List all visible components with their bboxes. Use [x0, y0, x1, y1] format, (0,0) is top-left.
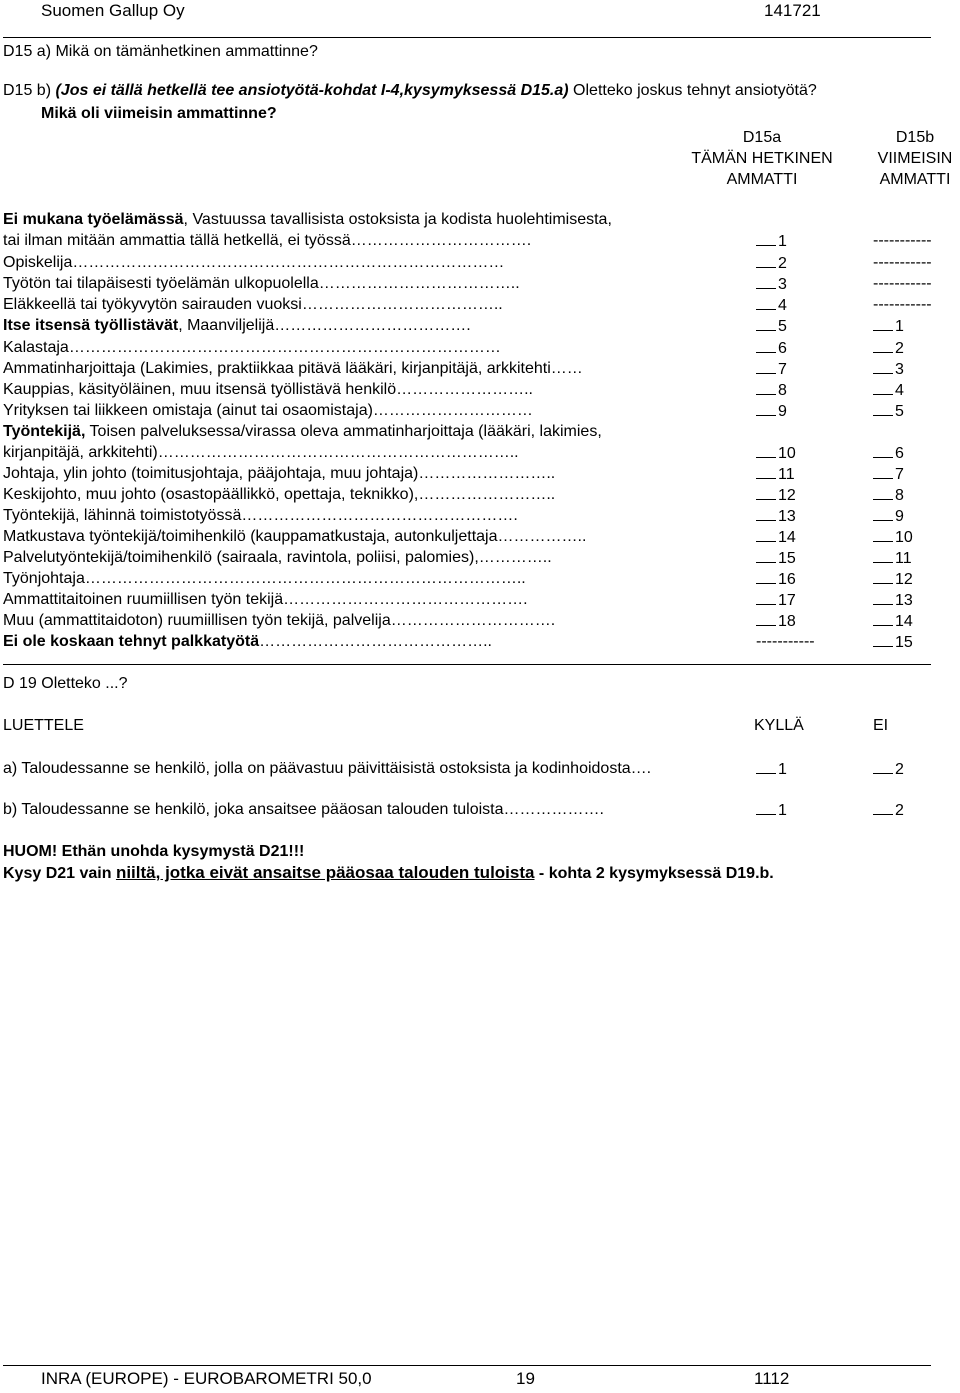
answer-blank — [873, 338, 893, 353]
answer-code-value: 1 — [778, 233, 787, 250]
answer-code-a — [756, 359, 787, 380]
occupation-row — [3, 485, 555, 505]
answer-code-a — [756, 506, 796, 527]
occupation-row — [3, 401, 533, 421]
footer-page-number: 19 — [516, 1369, 535, 1388]
occupation-row — [3, 316, 471, 336]
occupation-row-label: Kauppias, käsityöläinen, muu itsensä työllistävä henkilö…………………….. — [3, 381, 533, 398]
occupation-row-label: Matkustava työntekijä/toimihenkilö (kauppamatkustaja, autonkuljettaja…………….. — [3, 528, 587, 545]
occupation-row — [3, 443, 519, 463]
answer-blank — [756, 506, 776, 521]
instruction-luettele: LUETTELE — [3, 717, 84, 734]
d19-item-b-no: 2 — [873, 800, 904, 821]
answer-blank — [756, 590, 776, 605]
answer-code-b — [873, 590, 913, 611]
d19-item-a-no: 2 — [873, 759, 904, 780]
answer-blank — [756, 485, 776, 500]
occupation-row — [3, 527, 586, 547]
answer-code-a — [756, 611, 796, 632]
answer-code-b — [873, 316, 904, 337]
answer-code-value: ----------- — [873, 232, 932, 249]
occupation-row — [3, 210, 612, 230]
occupation-row-heading: Ei mukana työelämässä — [3, 211, 184, 228]
answer-blank — [873, 443, 893, 458]
answer-code-b — [873, 464, 904, 485]
company-name: Suomen Gallup Oy — [41, 1, 185, 20]
answer-code-b — [873, 338, 904, 359]
answer-blank — [756, 401, 776, 416]
answer-blank — [873, 590, 893, 605]
answer-code-a — [756, 527, 796, 548]
answer-code-value: 17 — [778, 592, 796, 609]
answer-code-value: ----------- — [756, 633, 815, 650]
answer-code-b — [873, 274, 932, 294]
occupation-row-heading: Itse itsensä työllistävät — [3, 317, 179, 334]
occupation-row — [3, 590, 528, 610]
answer-code-value: 10 — [895, 529, 913, 546]
answer-code-b — [873, 485, 904, 506]
occupation-row — [3, 632, 492, 652]
column-kylla: KYLLÄ — [754, 717, 804, 734]
occupation-row — [3, 231, 531, 251]
question-d15a: D15 a) Mikä on tämänhetkinen ammattinne? — [3, 43, 318, 60]
occupation-row-label: Toisen palveluksessa/virassa oleva ammatinharjoittaja (lääkäri, lakimies, — [85, 423, 602, 440]
occupation-row — [3, 274, 520, 294]
answer-code-value: 3 — [895, 361, 904, 378]
occupation-row-label: Työnjohtaja……………………………………………………………………….. — [3, 570, 526, 587]
answer-code-a — [756, 548, 796, 569]
answer-blank — [756, 611, 776, 626]
answer-blank — [756, 295, 776, 310]
answer-blank — [873, 401, 893, 416]
occupation-row-label: Muu (ammattitaidoton) ruumiillisen työn tekijä, palvelija…………………………. — [3, 612, 556, 629]
answer-code-a — [756, 274, 787, 295]
occupation-row-label: Ammattitaitoinen ruumiillisen työn tekijä………………………………………. — [3, 591, 528, 608]
answer-blank — [873, 506, 893, 521]
answer-blank — [756, 231, 776, 246]
answer-code-value: 8 — [778, 382, 787, 399]
answer-blank — [756, 316, 776, 331]
column-a-label2: AMMATTI — [726, 171, 798, 188]
occupation-row-label: Työntekijä, lähinnä toimistotyössä……………………………………………. — [3, 507, 518, 524]
answer-code-b — [873, 443, 904, 464]
d19-item-b: b) Taloudessanne se henkilö, joka ansaitsee pääosan talouden tuloista………………. — [3, 801, 604, 818]
answer-code-value: 15 — [895, 634, 913, 651]
answer-blank — [756, 569, 776, 584]
answer-code-b — [873, 527, 913, 548]
column-b-label2: AMMATTI — [879, 171, 951, 188]
answer-blank — [873, 464, 893, 479]
answer-code-a — [756, 590, 796, 611]
occupation-row-label: Kalastaja……………………………………………………………………… — [3, 339, 501, 356]
answer-code-a — [756, 443, 796, 464]
answer-code-value: ----------- — [873, 296, 932, 313]
answer-code-value: 9 — [778, 403, 787, 420]
column-header-d15b — [870, 127, 960, 190]
answer-code-value: 4 — [895, 382, 904, 399]
answer-code-value: 3 — [778, 276, 787, 293]
note-reminder: HUOM! Ethän unohda kysymystä D21!!! — [3, 843, 305, 860]
answer-code-a — [756, 569, 796, 590]
answer-blank — [756, 253, 776, 268]
d19-item-a-yes: 1 — [756, 759, 787, 780]
answer-blank — [756, 274, 776, 289]
answer-code-a — [756, 380, 787, 401]
occupation-row — [3, 338, 501, 358]
occupation-row — [3, 295, 503, 315]
answer-code-value: 15 — [778, 550, 796, 567]
occupation-row-label: Johtaja, ylin johto (toimitusjohtaja, pääjohtaja, muu johtaja)…………………….. — [3, 465, 556, 482]
occupation-row-heading: Työntekijä, — [3, 423, 86, 440]
answer-code-b — [873, 295, 932, 315]
answer-code-b — [873, 548, 912, 569]
column-a-code: D15a — [742, 129, 782, 146]
occupation-row — [3, 464, 555, 484]
answer-blank — [873, 485, 893, 500]
answer-blank — [873, 569, 893, 584]
answer-blank — [873, 548, 893, 563]
occupation-row-heading: Ei ole koskaan tehnyt palkkatyötä — [3, 633, 260, 650]
answer-blank — [756, 464, 776, 479]
answer-code-b — [873, 380, 904, 401]
answer-code-b — [873, 632, 913, 653]
occupation-row-label: Ammatinharjoittaja (Lakimies, praktiikkaa pitävä lääkäri, kirjanpitäjä, arkkitehti…… — [3, 360, 583, 377]
answer-code-value: 7 — [778, 361, 787, 378]
note-underlined: niiltä, jotka eivät ansaitse pääosaa talouden tuloista — [115, 863, 535, 882]
answer-blank — [756, 338, 776, 353]
footer-divider — [3, 1365, 931, 1366]
answer-code-value: 18 — [778, 613, 796, 630]
occupation-row-label: kirjanpitäjä, arkkitehti)………………………………………………………….. — [3, 444, 519, 461]
answer-code-value: 12 — [778, 487, 796, 504]
column-a-label: TÄMÄN HETKINEN — [691, 150, 833, 167]
answer-code-value: 16 — [778, 571, 796, 588]
column-b-code: D15b — [895, 129, 935, 146]
answer-code-b — [873, 359, 904, 380]
occupation-row — [3, 548, 552, 568]
answer-blank — [873, 380, 893, 395]
answer-blank — [756, 527, 776, 542]
answer-code-value: 2 — [895, 340, 904, 357]
answer-code-value: 7 — [895, 466, 904, 483]
answer-code-value: 13 — [778, 508, 796, 525]
question-d15b-prefix: D15 b) — [3, 82, 56, 99]
answer-code-b — [873, 611, 913, 632]
question-d15b-instruction: (Jos ei tällä hetkellä tee ansiotyötä-kohdat I-4,kysymyksessä D15.a) — [55, 82, 569, 99]
answer-code-a — [756, 231, 787, 252]
occupation-row-label: tai ilman mitään ammattia tällä hetkellä, ei työssä……………………………. — [3, 232, 532, 249]
answer-code-value: 5 — [778, 318, 787, 335]
occupation-row — [3, 611, 555, 631]
answer-code-value: ----------- — [873, 254, 932, 271]
occupation-row-label: Työtön tai tilapäisesti työelämän ulkopuolella……………………………….. — [3, 275, 520, 292]
question-d19: D 19 Oletteko ...? — [3, 675, 128, 692]
answer-code-value: 13 — [895, 592, 913, 609]
answer-blank — [873, 359, 893, 374]
answer-code-b — [873, 253, 932, 273]
answer-code-value: ----------- — [873, 275, 932, 292]
answer-code-value: 6 — [895, 445, 904, 462]
occupation-row — [3, 359, 583, 379]
column-header-d15a — [662, 127, 862, 190]
answer-code-a — [756, 632, 815, 652]
occupation-row-label: …………………………………….. — [259, 633, 492, 650]
answer-blank — [756, 380, 776, 395]
note-instruction: Kysy D21 vain niiltä, jotka eivät ansaitse pääosaa talouden tuloista - kohta 2 kysymyksessä D19.b. — [3, 863, 774, 882]
d19-item-a: a) Taloudessanne se henkilö, jolla on päävastuu päivittäisistä ostoksista ja kodinhoidosta…. — [3, 760, 652, 777]
answer-blank — [873, 632, 893, 647]
answer-code-value: 11 — [778, 466, 795, 483]
answer-blank — [756, 443, 776, 458]
occupation-row-label: Palvelutyöntekijä/toimihenkilö (sairaala, ravintola, poliisi, palomies),………….. — [3, 549, 552, 566]
answer-code-value: 4 — [778, 297, 787, 314]
answer-code-a — [756, 295, 787, 316]
question-d15b — [3, 81, 817, 101]
answer-blank — [756, 548, 776, 563]
question-d15b-line2: Mikä oli viimeisin ammattinne? — [41, 105, 277, 122]
answer-code-value: 1 — [895, 318, 904, 335]
section-divider — [3, 664, 931, 665]
occupation-row-label: Opiskelija……………………………………………………………………… — [3, 254, 505, 271]
answer-code-value: 14 — [895, 613, 913, 630]
d19-item-b-yes: 1 — [756, 800, 787, 821]
occupation-row — [3, 253, 504, 273]
answer-code-value: 2 — [778, 255, 787, 272]
answer-code-b — [873, 231, 932, 251]
occupation-row-label: Eläkkeellä tai työkyvytön sairauden vuoksi……………………………….. — [3, 296, 503, 313]
answer-code-a — [756, 316, 787, 337]
answer-code-b — [873, 569, 913, 590]
answer-code-a — [756, 253, 787, 274]
answer-code-a — [756, 338, 787, 359]
document-code: 141721 — [764, 1, 821, 20]
occupation-row-label: , Vastuussa tavallisista ostoksista ja kodista huolehtimisesta, — [183, 211, 612, 228]
answer-code-value: 5 — [895, 403, 904, 420]
answer-code-value: 8 — [895, 487, 904, 504]
occupation-row-label: , Maanviljelijä………………………………. — [178, 317, 471, 334]
footer-survey: INRA (EUROPE) - EUROBAROMETRI 50,0 — [41, 1369, 372, 1388]
answer-code-b — [873, 506, 904, 527]
answer-code-value: 6 — [778, 340, 787, 357]
occupation-row — [3, 569, 526, 589]
answer-code-a — [756, 464, 795, 485]
answer-blank — [873, 527, 893, 542]
occupation-row — [3, 422, 602, 442]
answer-code-value: 11 — [895, 550, 912, 567]
occupation-row-label: Keskijohto, muu johto (osastopäällikkö, opettaja, teknikko),…………………….. — [3, 486, 556, 503]
occupation-row-label: Yrityksen tai liikkeen omistaja (ainut tai osaomistaja)………………………… — [3, 402, 533, 419]
occupation-row — [3, 380, 533, 400]
question-d15b-text: Oletteko joskus tehnyt ansiotyötä? — [568, 82, 817, 99]
footer-code: 1112 — [754, 1369, 790, 1388]
answer-code-value: 12 — [895, 571, 913, 588]
answer-code-a — [756, 485, 796, 506]
header-divider — [3, 37, 931, 38]
column-b-label: VIIMEISIN — [877, 150, 953, 167]
answer-code-value: 14 — [778, 529, 796, 546]
column-ei: EI — [873, 717, 889, 734]
answer-code-b — [873, 401, 904, 422]
answer-code-value: 9 — [895, 508, 904, 525]
occupation-row — [3, 506, 518, 526]
answer-blank — [756, 359, 776, 374]
answer-code-a — [756, 401, 787, 422]
answer-blank — [873, 316, 893, 331]
answer-code-value: 10 — [778, 445, 796, 462]
answer-blank — [873, 611, 893, 626]
